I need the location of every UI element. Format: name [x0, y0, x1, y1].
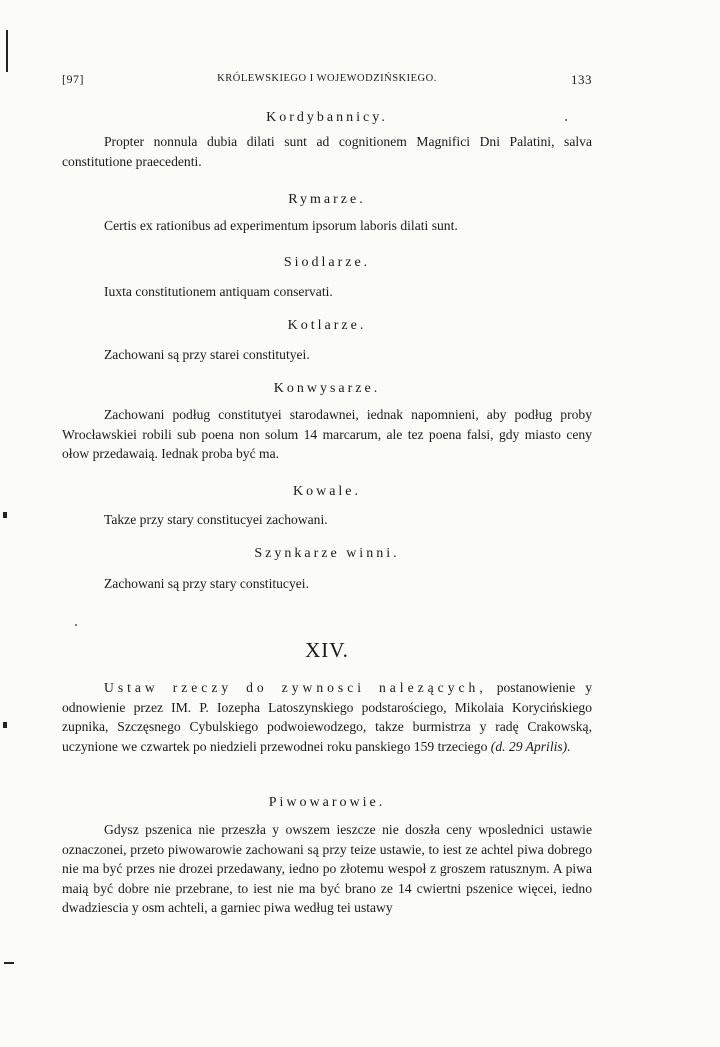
section-text: Iuxta constitutionem antiquam conservati. — [104, 284, 333, 299]
chapter-intro-text: postanowienie y odnowienie przez IM. P. Iozepha Latoszynskiego podstarościego, Mikolaia Korycińskiego zupnika, Szczęsnego Cybulskiego podwoiewodzego, takze burmistrza y radę Crakowską, uczynione we czwartek po niedzieli przewodnei roku panskiego 159 trzeciego — [62, 680, 592, 754]
running-header — [62, 72, 592, 92]
chapter-intro — [62, 678, 592, 756]
section-text: Propter nonnula dubia dilati sunt ad cognitionem Magnifici Dni Palatini, salva constitutione praecedenti. — [62, 134, 592, 169]
section-heading: Piwowarowie. — [268, 795, 386, 810]
print-speck — [75, 624, 77, 626]
chapter-intro-spaced: Ustaw rzeczy do zywnosci nalezących, — [104, 680, 487, 695]
section-heading: Konwysarze. — [273, 381, 381, 396]
running-title: KRÓLEWSKIEGO I WOJEWODZIŃSKIEGO. — [217, 73, 437, 84]
binding-mark — [6, 30, 8, 72]
binding-mark — [3, 722, 7, 728]
section-text: Certis ex rationibus ad experimentum ipsorum laboris dilati sunt. — [104, 218, 458, 233]
binding-mark — [4, 962, 14, 964]
section-text: Zachowani są przy stary constitucyei. — [104, 576, 309, 591]
section-heading: Szynkarze winni. — [254, 546, 400, 561]
section-text: Zachowani podług constitutyei starodawnei, iednak napomnieni, aby podług proby Wrocławskiei robili sub poena non solum 14 marcarum, ale tez poena falsi, gdy miasto ceny ołow przedawaią. Iednak proba być ma. — [62, 407, 592, 461]
page-ref: [97] — [62, 72, 84, 86]
section-text: Zachowani są przy starei constitutyei. — [104, 347, 310, 362]
page-number: 133 — [571, 72, 592, 87]
binding-mark — [3, 512, 7, 518]
section-heading: Kotlarze. — [287, 318, 367, 333]
section-heading: Kowale. — [292, 484, 362, 499]
chapter-number: XIV. — [305, 638, 349, 662]
section-heading: Siodlarze. — [283, 255, 371, 270]
chapter-intro-date: (d. 29 Aprilis). — [490, 738, 571, 754]
chapter-body: Gdysz pszenica nie przeszła y owszem ieszcze nie doszła ceny wposlednici ustawie oznaczonei, przeto piwowarowie zachowani są przy teize ustawie, to iest ze achtel piwa dobrego nie ma być przes nie drozei przedawany, iedno po złotemu wespoł z groszem ratusznym. A piwa maią być dobre nie przebrane, to iest nie ma być brano ze 14 cwiertni pszenice więcei, iedno dwadziescia y osm achteli, a garniec piwa według tei ustawy — [62, 822, 592, 915]
section-heading: Kordybannicy. — [266, 110, 388, 125]
section-heading: Rymarze. — [288, 192, 366, 207]
section-text: Takze przy stary constitucyei zachowani. — [104, 512, 328, 527]
